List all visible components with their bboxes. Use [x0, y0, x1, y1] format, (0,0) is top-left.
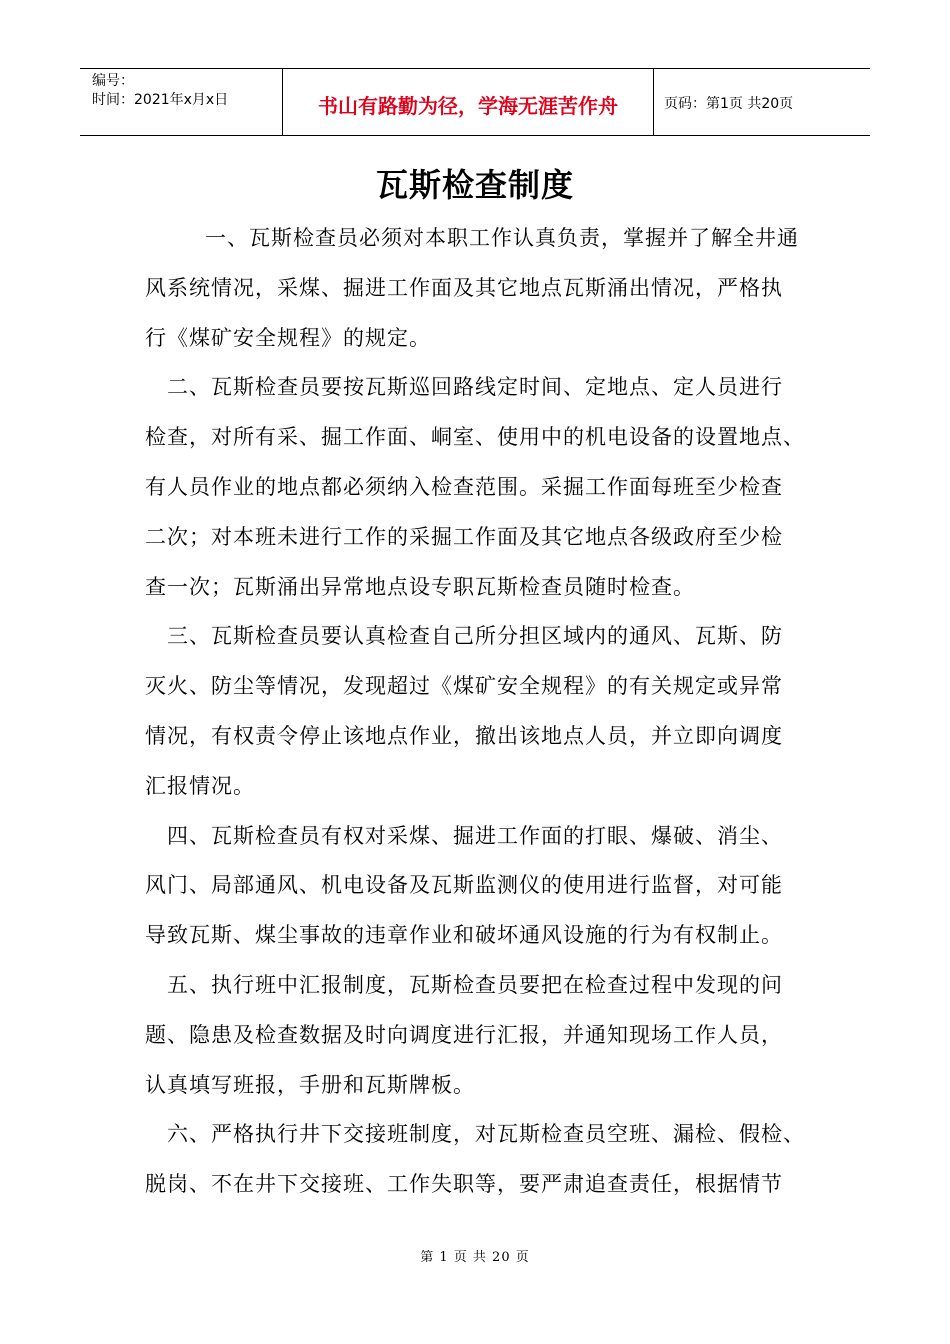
paragraph-line: 灭火、防尘等情况，发现超过《煤矿安全规程》的有关规定或异常: [145, 674, 783, 699]
paragraph-line: 三、瓦斯检查员要认真检查自己所分担区域内的通风、瓦斯、防: [167, 624, 783, 649]
paragraph-5: [145, 961, 815, 1110]
paragraph-line: 二、瓦斯检查员要按瓦斯巡回路线定时间、定地点、定人员进行: [167, 375, 783, 400]
number-label: 编号：: [92, 73, 134, 89]
paragraph-line: 行《煤矿安全规程》的规定。: [145, 325, 431, 350]
paragraph-line: 检查，对所有采、掘工作面、峒室、使用中的机电设备的设置地点、: [145, 425, 805, 450]
paragraph-line: 有人员作业的地点都必须纳入检查范围。采掘工作面每班至少检查: [145, 474, 783, 499]
paragraph-line: 六、严格执行井下交接班制度，对瓦斯检查员空班、漏检、假检、: [167, 1122, 805, 1147]
header-table: [80, 68, 870, 136]
paragraph-line: 情况，有权责令停止该地点作业，撤出该地点人员，并立即向调度: [145, 723, 783, 748]
document-body: [145, 214, 815, 1210]
header-left-cell: [80, 69, 282, 135]
paragraph-6: [145, 1110, 815, 1210]
page-footer: 第 1 页 共 20 页: [420, 1250, 530, 1265]
page-title: 瓦斯检查制度: [375, 166, 574, 204]
page-info: 页码：第1页 共20页: [664, 96, 794, 112]
paragraph-2: [145, 363, 815, 612]
paragraph-line: 脱岗、不在井下交接班、工作失职等，要严肃追查责任，根据情节: [145, 1172, 783, 1197]
paragraph-line: 四、瓦斯检查员有权对采煤、掘进工作面的打眼、爆破、消尘、: [167, 823, 783, 848]
paragraph-line: 风系统情况，采煤、掘进工作面及其它地点瓦斯涌出情况，严格执: [145, 275, 783, 300]
paragraph-4: [145, 812, 815, 961]
motto: 书山有路勤为径，学海无涯苦作舟: [282, 69, 654, 135]
paragraph-1: [145, 214, 815, 363]
paragraph-line: 一、瓦斯检查员必须对本职工作认真负责，掌握并了解全井通: [183, 226, 799, 250]
paragraph-line: 导致瓦斯、煤尘事故的违章作业和破坏通风设施的行为有权制止。: [145, 923, 783, 948]
paragraph-line: 题、隐患及检查数据及时向调度进行汇报，并通知现场工作人员，: [145, 1022, 783, 1047]
paragraph-line: 风门、局部通风、机电设备及瓦斯监测仪的使用进行监督，对可能: [145, 873, 783, 898]
paragraph-line: 二次；对本班未进行工作的采掘工作面及其它地点各级政府至少检: [145, 524, 783, 549]
paragraph-3: [145, 612, 815, 811]
paragraph-line: 汇报情况。: [145, 773, 255, 798]
paragraph-line: 认真填写班报，手册和瓦斯牌板。: [145, 1072, 475, 1097]
time-label: 时间：2021年x月x日: [92, 92, 229, 108]
paragraph-line: 查一次；瓦斯涌出异常地点设专职瓦斯检查员随时检查。: [145, 574, 695, 599]
paragraph-line: 五、执行班中汇报制度，瓦斯检查员要把在检查过程中发现的问: [167, 972, 783, 997]
